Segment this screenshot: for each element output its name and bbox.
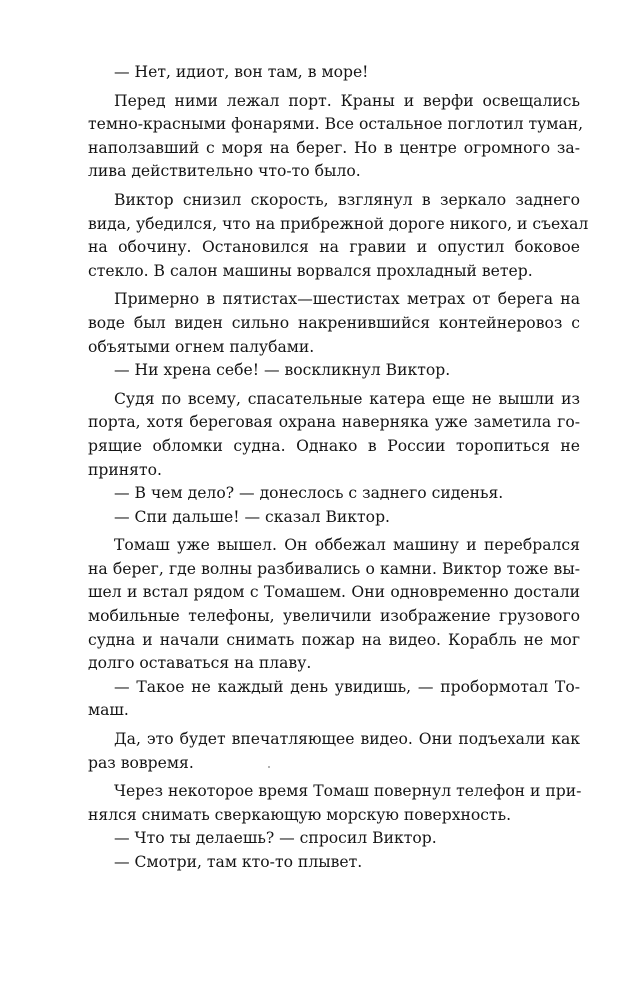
text-line: вида, убедился, что на прибрежной дороге никого, и съехал <box>88 214 589 233</box>
text-line: воде был виден сильно накренившийся контейнеровоз с <box>88 313 580 332</box>
text-line: — Смотри, там кто-то плывет. <box>114 853 363 871</box>
scan-speck <box>268 766 270 768</box>
text-line: объятыми огнем палубами. <box>88 337 315 356</box>
text-line: — Ни хрена себе! — воскликнул Виктор. <box>114 361 451 380</box>
text-line: Примерно в пятистах—шестистах метрах от берега на <box>114 290 580 309</box>
text-line: — В чем дело? — донеслось с заднего сиденья. <box>114 484 504 503</box>
text-line: маш. <box>88 701 129 720</box>
text-line: темно-красными фонарями. Все остальное поглотил туман, <box>88 115 584 134</box>
text-line: на берег, где волны разбивались о камни. Виктор тоже вы- <box>88 559 580 578</box>
text-line: шел и встал рядом с Томашем. Они одновременно достали <box>88 583 580 602</box>
text-line: раз вовремя. <box>88 753 194 772</box>
text-line: — Такое не каждый день увидишь, — пробормотал То- <box>114 677 580 696</box>
text-line: Через некоторое время Томаш повернул телефон и при- <box>114 782 582 801</box>
text-line: Да, это будет впечатляющее видео. Они подъехали как <box>114 730 580 749</box>
text-line: наползавший с моря на берег. Но в центре огромного за- <box>88 138 580 157</box>
text-line: — Что ты делаешь? — спросил Виктор. <box>114 829 437 848</box>
text-line: Томаш уже вышел. Он оббежал машину и перебрался <box>114 536 580 555</box>
text-line: нялся снимать сверкающую морскую поверхность. <box>88 805 512 824</box>
text-line: лива действительно что-то было. <box>88 162 361 181</box>
text-line: судна и начали снимать пожар на видео. Корабль не мог <box>88 630 580 649</box>
text-line: долго оставаться на плаву. <box>88 654 312 673</box>
text-line: на обочину. Остановился на гравии и опустил боковое <box>88 238 580 257</box>
text-line: мобильные телефоны, увеличили изображение грузового <box>88 607 580 626</box>
text-line: принято. <box>88 460 162 479</box>
text-line: — Спи дальше! — сказал Виктор. <box>114 507 391 526</box>
text-line: Виктор снизил скорость, взглянул в зеркало заднего <box>114 190 580 209</box>
text-line: — Нет, идиот, вон там, в море! <box>114 63 369 81</box>
text-line: стекло. В салон машины ворвался прохладный ветер. <box>88 261 533 280</box>
text-line: Перед ними лежал порт. Краны и верфи освещались <box>114 91 580 110</box>
text-line: рящие обломки судна. Однако в России торопиться не <box>88 436 580 455</box>
body-text <box>88 61 589 875</box>
text-line: порта, хотя береговая охрана наверняка уже заметила го- <box>88 413 580 432</box>
text-line: Судя по всему, спасательные катера еще не вышли из <box>114 389 580 408</box>
